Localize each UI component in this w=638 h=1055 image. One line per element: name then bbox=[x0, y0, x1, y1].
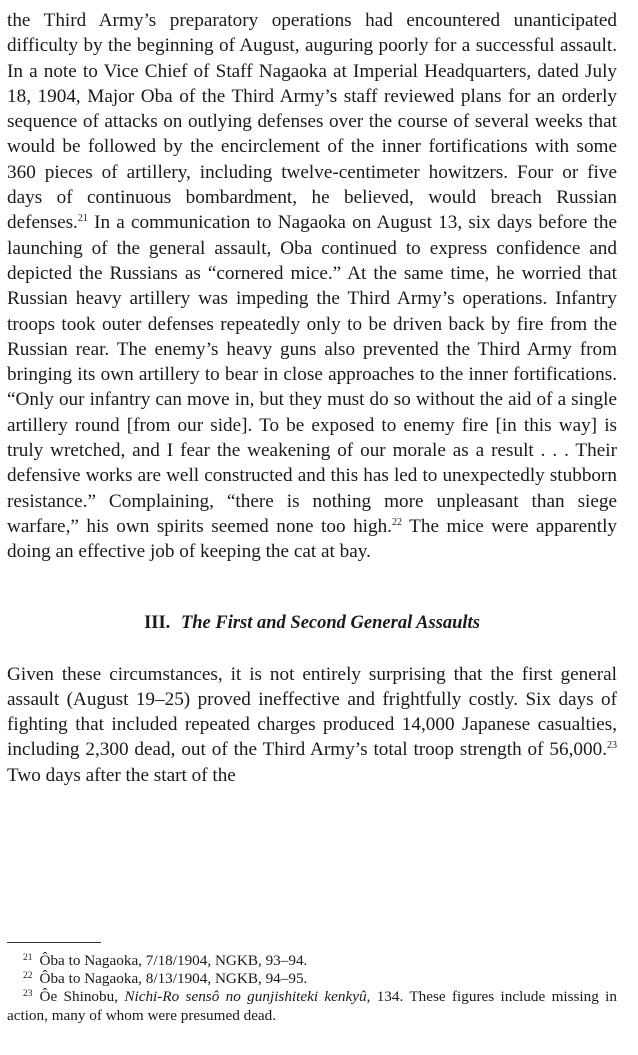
footnote-text: , 134. These figures include missing in action, many of whom were presumed dead. bbox=[7, 988, 617, 1024]
footnote-number: 21 bbox=[23, 953, 33, 963]
footnote-21 bbox=[7, 952, 617, 970]
paragraph-text: Given these circumstances, it is not entirely surprising that the first general assault (August 19–25) proved ineffective and frightfully costly. Six days of fighting that included repeated charges produced 14,000 Japanese casualties, including 2,300 dead, out of the Third Army’s total troop strength of 56,000. bbox=[7, 663, 617, 761]
paragraph-text: In a communication to Nagaoka on August 13, six days before the launching of the general assault, Oba continued to express confidence and depicted the Russians as “cornered mice.” At the same time, he worried that Russian heavy artillery was impeding the Third Army’s operations. Infantry troops took outer defenses repeatedly only to be driven back by fire from the Russian rear. The enemy’s heavy guns also prevented the Third Army from bringing its own artillery to bear in close approaches to the inner fortifications. “Only our infantry can move in, but they must do so without the aid of a single artillery round [from our side]. To be exposed to enemy fire [in this way] is truly wretched, and I fear the weakening of our morale as a result . . . Their defensive works are well constructed and this has led to unexpectedly stubborn resistance.” Complaining, “there is nothing more unpleasant than siege warfare,” his own spirits seemed none too high. bbox=[7, 212, 617, 537]
footnote-22 bbox=[7, 970, 617, 988]
footnote-number: 23 bbox=[23, 989, 33, 1000]
body-paragraph-2 bbox=[7, 662, 617, 788]
footnote-ref-23[interactable]: 23 bbox=[607, 740, 617, 752]
paragraph-text: The mice were apparently doing an effective job of keeping the cat at bay. bbox=[7, 515, 618, 563]
paragraph-text: the Third Army’s preparatory operations had encountered unanticipated difficulty by the beginning of August, auguring poorly for a successful assault. In a note to Vice Chief of Staff Nagaoka at Imperial Headquarters, dated July 18, 1904, Major Oba of the Third Army’s staff reviewed plans for an orderly sequence of attacks on outlying defenses over the course of several weeks that would be followed by the encirclement of the inner fortifications with some 360 pieces of artillery, including twelve-centimeter howitzers. Four or five days of continuous bombardment, he believed, would breach Russian defenses. bbox=[7, 10, 617, 234]
footnote-ref-22[interactable]: 22 bbox=[391, 516, 402, 528]
footnote-text: Ôe Shinobu, bbox=[39, 988, 125, 1006]
page-body bbox=[7, 8, 617, 788]
footnote-text: Ôba to Nagaoka, 8/13/1904, NGKB, 94–95. bbox=[39, 970, 308, 988]
footnotes bbox=[7, 952, 617, 1025]
footnote-number: 22 bbox=[23, 971, 33, 982]
footnote-text: Ôba to Nagaoka, 7/18/1904, NGKB, 93–94. bbox=[39, 952, 308, 969]
section-heading bbox=[7, 611, 617, 635]
footnote-divider bbox=[7, 942, 101, 943]
section-number: III. bbox=[144, 612, 171, 633]
paragraph-text: Two days after the start of the bbox=[7, 764, 236, 786]
footnote-23 bbox=[7, 988, 617, 1024]
footnote-ref-21[interactable]: 21 bbox=[77, 213, 88, 225]
footnote-book-title: Nichi-Ro sensô no gunjishiteki kenkyû bbox=[124, 988, 367, 1006]
body-paragraph-1 bbox=[7, 8, 617, 565]
section-title: The First and Second General Assaults bbox=[180, 612, 480, 633]
